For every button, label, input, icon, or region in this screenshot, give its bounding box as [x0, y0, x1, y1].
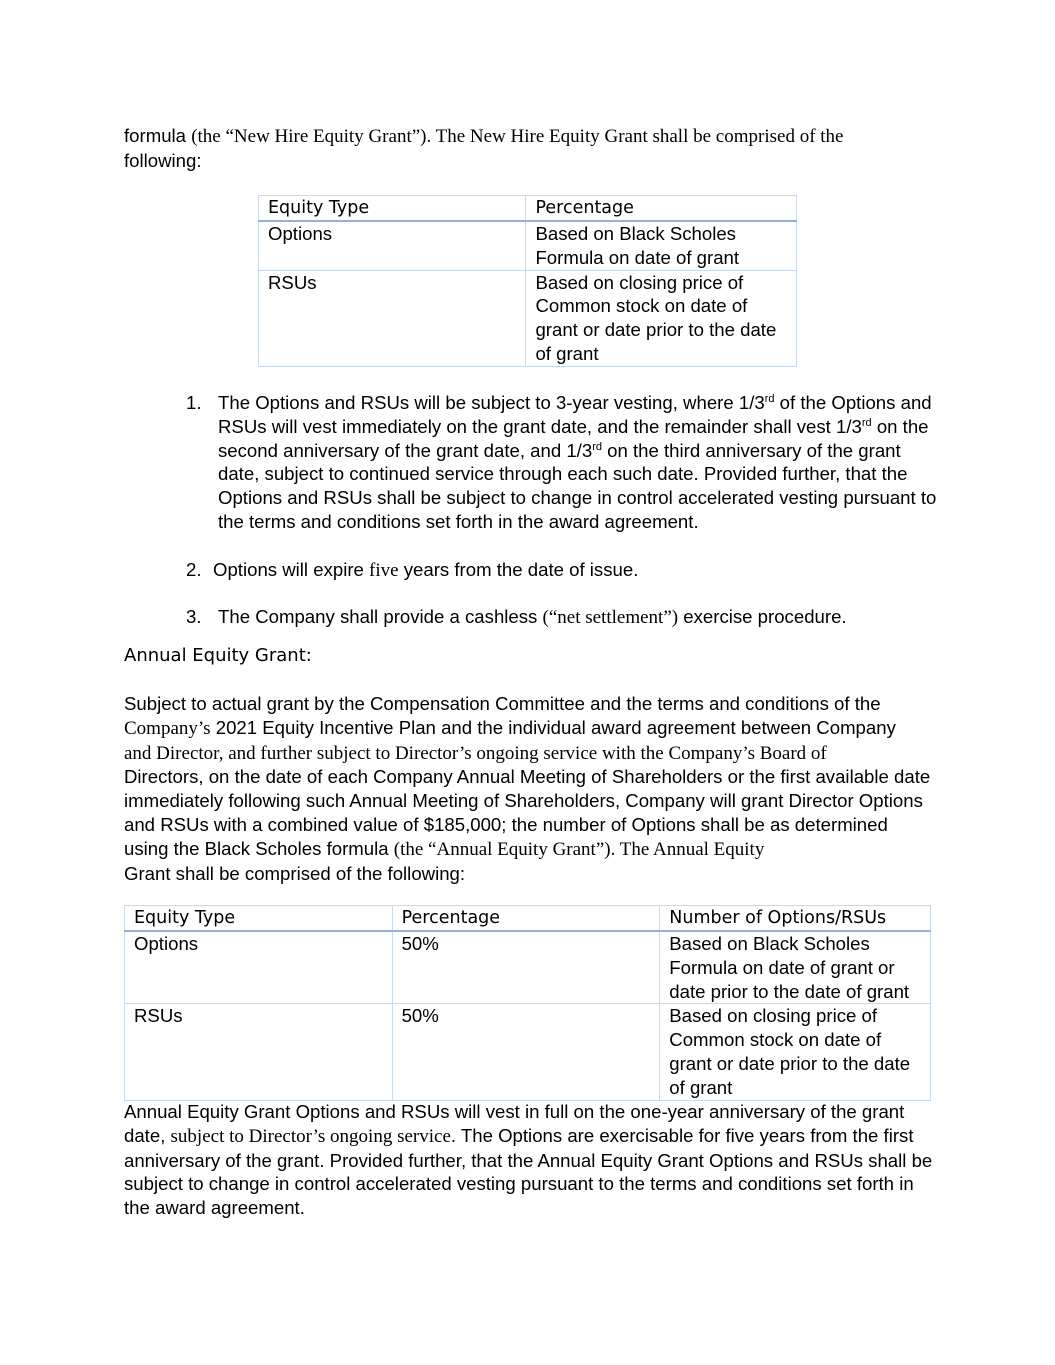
list-text-part: The Options and RSUs will be subject to 3-year vesting, where 1/3 — [218, 392, 765, 413]
list-item-text — [213, 558, 933, 583]
table-cell: RSUs — [125, 1004, 393, 1100]
table-header-cell: Percentage — [392, 906, 660, 932]
list-number: 3. — [186, 606, 202, 627]
list-text-part: exercise procedure. — [678, 606, 847, 627]
list-number: 2. — [186, 559, 202, 580]
paragraph-text: 2021 Equity Incentive Plan and the individual award agreement between Company — [210, 716, 896, 738]
table-cell: Options — [125, 931, 393, 1004]
list-text-part: (“net settlement”) — [542, 607, 679, 628]
list-text-part: Options will expire — [213, 559, 370, 580]
annual-equity-table — [124, 905, 931, 1101]
table-row — [125, 931, 931, 1004]
table-header-cell: Equity Type — [259, 196, 526, 222]
paragraph-text: Grant shall be comprised of the following: — [124, 862, 466, 884]
paragraph-text: Company’s — [124, 717, 211, 739]
table-row — [259, 221, 797, 270]
list-text-part: on the second anniversary of the grant date, and 1/3 — [218, 415, 929, 461]
table-cell: Based on closing price of Common stock on date of grant or date prior to the date of grant — [526, 270, 797, 366]
paragraph-text: Annual Equity Grant Options and RSUs will vest in full on the one-year anniversary of the grant date, — [124, 1101, 905, 1146]
paragraph-text: . The Options are exercisable for five years from the first anniversary of the grant. Provided further, that the Annual Equity Grant Options and RSUs shall be subject to change in control accelerated vesting pursuant to the terms and conditions set forth in the award agreement. — [124, 1124, 933, 1219]
superscript: rd — [592, 440, 602, 453]
table-cell: Options — [259, 221, 526, 270]
table-cell: 50% — [392, 931, 660, 1004]
section-heading: Annual Equity Grant: — [124, 645, 312, 666]
list-text-part: years from the date of issue. — [398, 559, 639, 580]
intro-text-a: formula — [124, 125, 187, 146]
intro-text-b: (the “New Hire Equity Grant”). The New Hire Equity Grant shall be comprised of the — [191, 126, 844, 147]
list-number: 1. — [186, 392, 202, 413]
table-cell: Based on Black Scholes Formula on date of grant — [526, 221, 797, 270]
table-cell: RSUs — [259, 270, 526, 366]
list-text-part: five — [369, 560, 399, 581]
list-item-text — [218, 391, 938, 534]
table-header-row — [259, 196, 797, 222]
paragraph-text: Directors, on the date of each Company Annual Meeting of Shareholders or the first available date immediately following such Annual Meeting of Shareholders, Company will grant Director Options and RSUs with a combined value of $185,000; the number of Options shall be as determined using the Black Scholes formula — [124, 766, 931, 859]
table-row — [259, 270, 797, 366]
list-text-part: on the third anniversary of the grant date, subject to continued service through each such date. Provided further, that the Options and RSUs shall be subject to change in control accelerated vesting pursuant to the terms and conditions set forth in the award agreement. — [218, 439, 937, 532]
table-header-row — [125, 906, 931, 932]
intro-text-c: following: — [124, 149, 202, 171]
table-row — [125, 1004, 931, 1100]
list-item-text — [218, 605, 938, 630]
paragraph-text: Subject to actual grant by the Compensation Committee and the terms and conditions of the — [124, 693, 881, 714]
intro-paragraph — [124, 124, 934, 173]
final-paragraph — [124, 1100, 939, 1220]
table-cell: Based on Black Scholes Formula on date of grant or date prior to the date of grant — [660, 931, 931, 1004]
paragraph-text: subject to Director’s ongoing service — [170, 1125, 451, 1147]
paragraph-text: and Director, and further subject to Director’s ongoing service with the Company’s Board of — [124, 742, 827, 764]
annual-paragraph — [124, 692, 934, 885]
table-cell: 50% — [392, 1004, 660, 1100]
paragraph-text: (the “Annual Equity Grant”). The Annual Equity — [393, 838, 765, 860]
table-header-cell: Percentage — [526, 196, 797, 222]
list-text-part: The Company shall provide a cashless — [218, 606, 543, 627]
list-text-part: of the Options and RSUs will vest immediately on the grant date, and the remainder shall vest 1/3 — [218, 392, 932, 437]
table-header-cell: Number of Options/RSUs — [660, 906, 931, 932]
table-cell: Based on closing price of Common stock on date of grant or date prior to the date of grant — [660, 1004, 931, 1100]
new-hire-equity-table — [258, 195, 797, 367]
table-header-cell: Equity Type — [125, 906, 393, 932]
superscript: rd — [861, 416, 872, 429]
superscript: rd — [764, 393, 775, 405]
